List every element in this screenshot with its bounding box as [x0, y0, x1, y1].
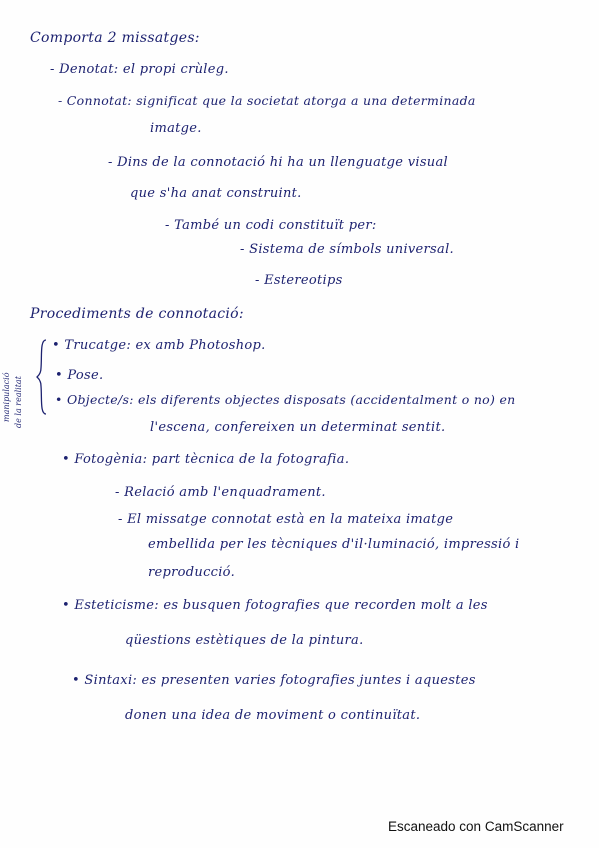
text-line-7: - També un codi constituït per: — [165, 218, 377, 233]
side-note — [2, 338, 26, 428]
side-note-line-2: de la realitat — [14, 376, 23, 428]
text-line-15: • Fotogènia: part tècnica de la fotografia. — [62, 452, 350, 467]
text-line-6: que s'ha anat construint. — [130, 186, 302, 201]
text-line-16: - Relació amb l'enquadrament. — [115, 485, 326, 500]
side-note-line-1: manipulació — [2, 372, 11, 422]
text-line-12: • Pose. — [55, 368, 104, 383]
text-line-13: • Objecte/s: els diferents objectes disposats (accidentalment o no) en — [55, 392, 516, 407]
text-line-1: Comporta 2 missatges: — [30, 30, 200, 46]
text-line-3: - Connotat: significat que la societat atorga a una determinada — [58, 93, 476, 108]
text-line-18: embellida per les tècniques d'il·luminació, impressió i — [148, 537, 520, 552]
text-line-11: • Trucatge: ex amb Photoshop. — [52, 338, 266, 353]
text-line-2: - Denotat: el propi crùleg. — [50, 62, 229, 77]
text-line-23: donen una idea de moviment o continuïtat. — [125, 708, 421, 723]
text-line-21: qüestions estètiques de la pintura. — [125, 633, 364, 648]
text-line-19: reproducció. — [148, 565, 236, 580]
scanner-watermark: Escaneado con CamScanner — [388, 819, 564, 834]
text-line-5: - Dins de la connotació hi ha un llenguatge visual — [108, 155, 448, 170]
text-line-14: l'escena, confereixen un determinat sentit. — [150, 420, 446, 435]
text-line-8: - Sistema de símbols universal. — [240, 242, 454, 257]
text-line-22: • Sintaxi: es presenten varies fotografies juntes i aquestes — [72, 673, 476, 688]
text-line-10: Procediments de connotació: — [30, 306, 244, 322]
text-line-9: - Estereotips — [255, 273, 343, 288]
text-line-17: - El missatge connotat està en la mateixa imatge — [118, 512, 454, 527]
text-line-20: • Esteticisme: es busquen fotografies que recorden molt a les — [62, 598, 488, 613]
text-line-4: imatge. — [150, 121, 202, 136]
curly-brace-icon — [36, 338, 48, 416]
